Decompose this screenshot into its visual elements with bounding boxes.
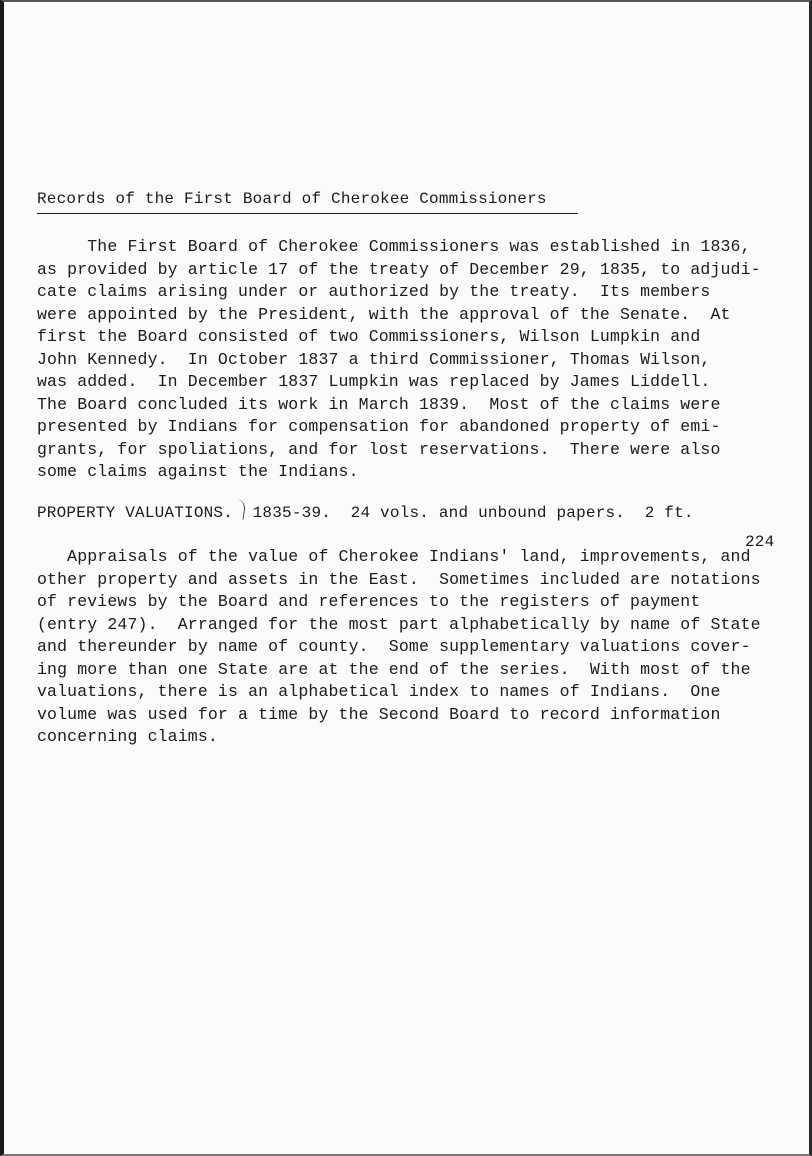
pencil-mark	[231, 498, 247, 520]
intro-line: were appointed by the President, with the approval of the Senate. At	[37, 304, 731, 324]
intro-line: The Board concluded its work in March 1839. Most of the claims were	[37, 394, 721, 414]
description-line: (entry 247). Arranged for the most part alphabetically by name of State	[37, 614, 761, 634]
intro-line: cate claims arising under or authorized by the treaty. Its members	[37, 282, 711, 301]
description-line: other property and assets in the East. Sometimes included are notations	[37, 569, 761, 589]
intro-line: some claims against the Indians.	[37, 462, 359, 481]
series-description	[37, 546, 761, 749]
description-line: Appraisals of the value of Cherokee Indians' land, improvements, and	[37, 547, 751, 566]
description-line: of reviews by the Board and references to the registers of payment	[37, 592, 701, 611]
intro-line: as provided by article 17 of the treaty of December 29, 1835, to adjudi-	[37, 259, 761, 279]
intro-line: was added. In December 1837 Lumpkin was replaced by James Liddell.	[37, 372, 711, 391]
description-line: ing more than one State are at the end of the series. With most of the	[37, 659, 751, 679]
intro-line: grants, for spoliations, and for lost reservations. There were also	[37, 439, 721, 459]
intro-line: The First Board of Cherokee Commissioners was established in 1836,	[37, 237, 751, 256]
intro-line: presented by Indians for compensation for abandoned property of emi-	[37, 417, 721, 436]
section-heading: Records of the First Board of Cherokee Commissioners	[37, 190, 547, 208]
description-line: volume was used for a time by the Second Board to record information	[37, 704, 721, 724]
description-line: valuations, there is an alphabetical index to names of Indians. One	[37, 682, 721, 701]
intro-line: first the Board consisted of two Commissioners, Wilson Lumpkin and	[37, 327, 701, 346]
series-title-line: PROPERTY VALUATIONS. 1835-39. 24 vols. and unbound papers. 2 ft.	[37, 504, 694, 522]
description-line: concerning claims.	[37, 727, 218, 746]
intro-line: John Kennedy. In October 1837 a third Commissioner, Thomas Wilson,	[37, 349, 711, 369]
intro-paragraph	[37, 236, 761, 484]
heading-underline	[37, 213, 578, 214]
description-line: and thereunder by name of county. Some supplementary valuations cover-	[37, 637, 751, 656]
entry-number: 224	[745, 533, 775, 551]
